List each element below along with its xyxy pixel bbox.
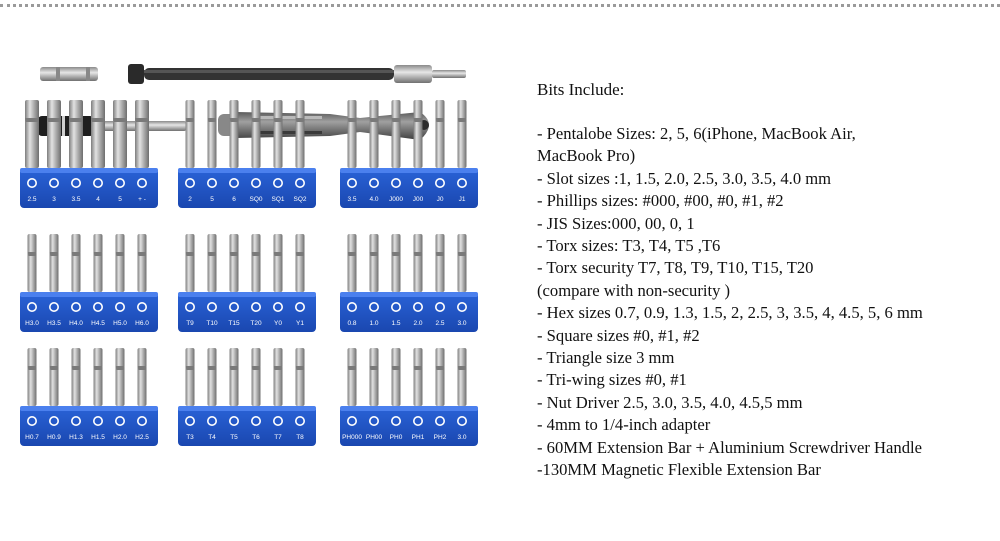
tray-bit-label: SQ0 [249, 196, 263, 203]
flexible-extension-bar [128, 64, 466, 84]
tray-slot-small [340, 234, 478, 332]
screwdriver-bit [50, 234, 59, 292]
bit-line-pentalobe-cont: MacBook Pro) [537, 146, 636, 166]
screwdriver-bit [186, 100, 195, 168]
screwdriver-bit [436, 348, 445, 406]
tray-bit-label: T15 [228, 320, 240, 327]
screwdriver-bit [370, 100, 379, 168]
tray-bit-label: 1.0 [369, 320, 379, 327]
screwdriver-bit [414, 234, 423, 292]
bit-line-nut-driver: - Nut Driver 2.5, 3.0, 3.5, 4.0, 4.5,5 mm [537, 392, 803, 412]
screwdriver-bit [296, 234, 305, 292]
screwdriver-bit [296, 348, 305, 406]
tray-bit-label: H0.9 [47, 434, 61, 441]
tray-hex-large [20, 234, 158, 332]
tray-bit-label: PH000 [342, 434, 362, 441]
tray-bit-label: T4 [208, 434, 216, 441]
tray-bit-label: 3.0 [457, 434, 467, 441]
tray-bit-label: T9 [186, 320, 194, 327]
screwdriver-bit [72, 348, 81, 406]
tray-bit-label: T7 [274, 434, 282, 441]
tray-bit-label: SQ2 [293, 196, 307, 203]
tray-bit-label: PH00 [365, 434, 383, 441]
bit-trays [20, 100, 478, 446]
screwdriver-bit [208, 100, 217, 168]
tray-bit-label: T5 [230, 434, 238, 441]
screwdriver-bit [274, 234, 283, 292]
bit-line-phillips: - Phillips sizes: #000, #00, #0, #1, #2 [537, 191, 784, 211]
screwdriver-bit [392, 348, 401, 406]
screwdriver-bit [138, 348, 147, 406]
screwdriver-bit [94, 348, 103, 406]
bit-line-slot: - Slot sizes :1, 1.5, 2.0, 2.5, 3.0, 3.5, 4.0 mm [537, 168, 832, 188]
tray-bit-label: H4.0 [69, 320, 83, 327]
tray-bit-label: H2.0 [113, 434, 127, 441]
bit-adapter [40, 67, 98, 81]
bit-line-tri-wing: - Tri-wing sizes #0, #1 [537, 370, 687, 390]
tray-bit-label: T10 [206, 320, 218, 327]
screwdriver-bit [47, 100, 61, 168]
bit-line-square: - Square sizes #0, #1, #2 [537, 325, 700, 345]
tray-bit-label: J00 [412, 196, 424, 203]
tray-torx-small [178, 348, 316, 446]
screwdriver-bit [208, 348, 217, 406]
tray-bit-label: H1.3 [69, 434, 83, 441]
tray-bit-label: SQ1 [271, 196, 285, 203]
tray-bit-label: H6.0 [135, 320, 149, 327]
bit-line-triangle: - Triangle size 3 mm [537, 348, 675, 368]
screwdriver-bit [94, 234, 103, 292]
bit-line-jis: - JIS Sizes:000, 00, 0, 1 [537, 213, 695, 233]
tray-torx-security [178, 234, 316, 332]
screwdriver-bit [458, 348, 467, 406]
screwdriver-bit [25, 100, 39, 168]
screwdriver-bit [414, 348, 423, 406]
screwdriver-bit [116, 234, 125, 292]
bits-description [537, 79, 987, 482]
tray-bit-label: H0.7 [25, 434, 39, 441]
screwdriver-bit [370, 348, 379, 406]
bit-line-extension-handle: - 60MM Extension Bar + Aluminium Screwdriver Handle [537, 437, 922, 457]
screwdriver-bit [72, 234, 81, 292]
tray-bit-label: T20 [250, 320, 262, 327]
tray-bit-label: J1 [458, 196, 466, 203]
tray-bit-label: Y0 [274, 320, 282, 327]
screwdriver-bit [436, 234, 445, 292]
tray-bit-label: T8 [296, 434, 304, 441]
tray-bit-label: 3 [52, 196, 56, 203]
tray-bit-label: 1.5 [391, 320, 401, 327]
screwdriver-bit [186, 234, 195, 292]
tray-bit-label: 2 [188, 196, 192, 203]
screwdriver-bit [252, 348, 261, 406]
tray-bit-label: 5 [118, 196, 122, 203]
screwdriver-bit [274, 348, 283, 406]
bits-heading: Bits Include: [537, 80, 625, 99]
screwdriver-bit [348, 348, 357, 406]
tray-bit-label: 4 [96, 196, 100, 203]
bit-line-torx-security: - Torx security T7, T8, T9, T10, T15, T20 [537, 258, 814, 278]
screwdriver-bit [296, 100, 305, 168]
tray-bit-label: + - [138, 196, 146, 203]
screwdriver-bit [252, 234, 261, 292]
bit-line-adapter: - 4mm to 1/4-inch adapter [537, 415, 711, 435]
bit-line-flex-bar: -130MM Magnetic Flexible Extension Bar [537, 460, 821, 480]
screwdriver-bit [116, 348, 125, 406]
tray-bit-label: 3.0 [457, 320, 467, 327]
tray-bit-label: PH0 [389, 434, 403, 441]
screwdriver-bit [69, 100, 83, 168]
tray-bit-label: 4.0 [369, 196, 379, 203]
tray-bit-label: 0.8 [347, 320, 357, 327]
screwdriver-bit [458, 100, 467, 168]
screwdriver-bit [436, 100, 445, 168]
bit-line-torx-security-note: (compare with non-security ) [537, 280, 731, 300]
screwdriver-bit [138, 234, 147, 292]
screwdriver-bit [392, 100, 401, 168]
tray-bit-label: T3 [186, 434, 194, 441]
tray-bit-label: 6 [232, 196, 236, 203]
tray-bit-label: 3.5 [71, 196, 81, 203]
screwdriver-bit [274, 100, 283, 168]
screwdriver-bit [113, 100, 127, 168]
tray-bit-label: PH2 [433, 434, 447, 441]
screwdriver-bit [208, 234, 217, 292]
screwdriver-bit [230, 234, 239, 292]
tray-bit-label: H5.0 [113, 320, 127, 327]
tray-bit-label: T6 [252, 434, 260, 441]
screwdriver-bit [135, 100, 149, 168]
screwdriver-bit [50, 348, 59, 406]
screwdriver-bit [370, 234, 379, 292]
tray-bit-label: 2.5 [435, 320, 445, 327]
screwdriver-bit [252, 100, 261, 168]
screwdriver-bit [458, 234, 467, 292]
tray-phillips-triangle [340, 348, 478, 446]
screwdriver-bit [230, 100, 239, 168]
bit-line-torx: - Torx sizes: T3, T4, T5 ,T6 [537, 236, 721, 256]
tray-bit-label: H4.5 [91, 320, 105, 327]
screwdriver-bit [348, 234, 357, 292]
screwdriver-bit [348, 100, 357, 168]
screwdriver-bit [28, 348, 37, 406]
tray-bit-label: H3.0 [25, 320, 39, 327]
screwdriver-bit [28, 234, 37, 292]
screwdriver-bit [414, 100, 423, 168]
tray-bit-label: H1.5 [91, 434, 105, 441]
tray-bit-label: Y1 [296, 320, 304, 327]
screwdriver-bit [230, 348, 239, 406]
tray-body [340, 168, 478, 208]
tray-bit-label: J000 [388, 196, 404, 203]
screwdriver-bit [392, 234, 401, 292]
bit-line-pentalobe: - Pentalobe Sizes: 2, 5, 6(iPhone, MacBook Air, [537, 124, 856, 143]
bit-line-hex: - Hex sizes 0.7, 0.9, 1.3, 1.5, 2, 2.5, 3, 3.5, 4, 4.5, 5, 6 mm [537, 303, 923, 323]
tray-bit-label: J0 [436, 196, 444, 203]
tray-bit-label: H2.5 [135, 434, 149, 441]
tray-bit-label: 3.5 [347, 196, 357, 203]
tray-hex-small [20, 348, 158, 446]
tray-bit-label: 2.5 [27, 196, 37, 203]
tray-bit-label: 5 [210, 196, 214, 203]
screwdriver-bit [186, 348, 195, 406]
tray-bit-label: H3.5 [47, 320, 61, 327]
screwdriver-bit [91, 100, 105, 168]
tray-bit-label: PH1 [411, 434, 425, 441]
tray-bit-label: 2.0 [413, 320, 423, 327]
